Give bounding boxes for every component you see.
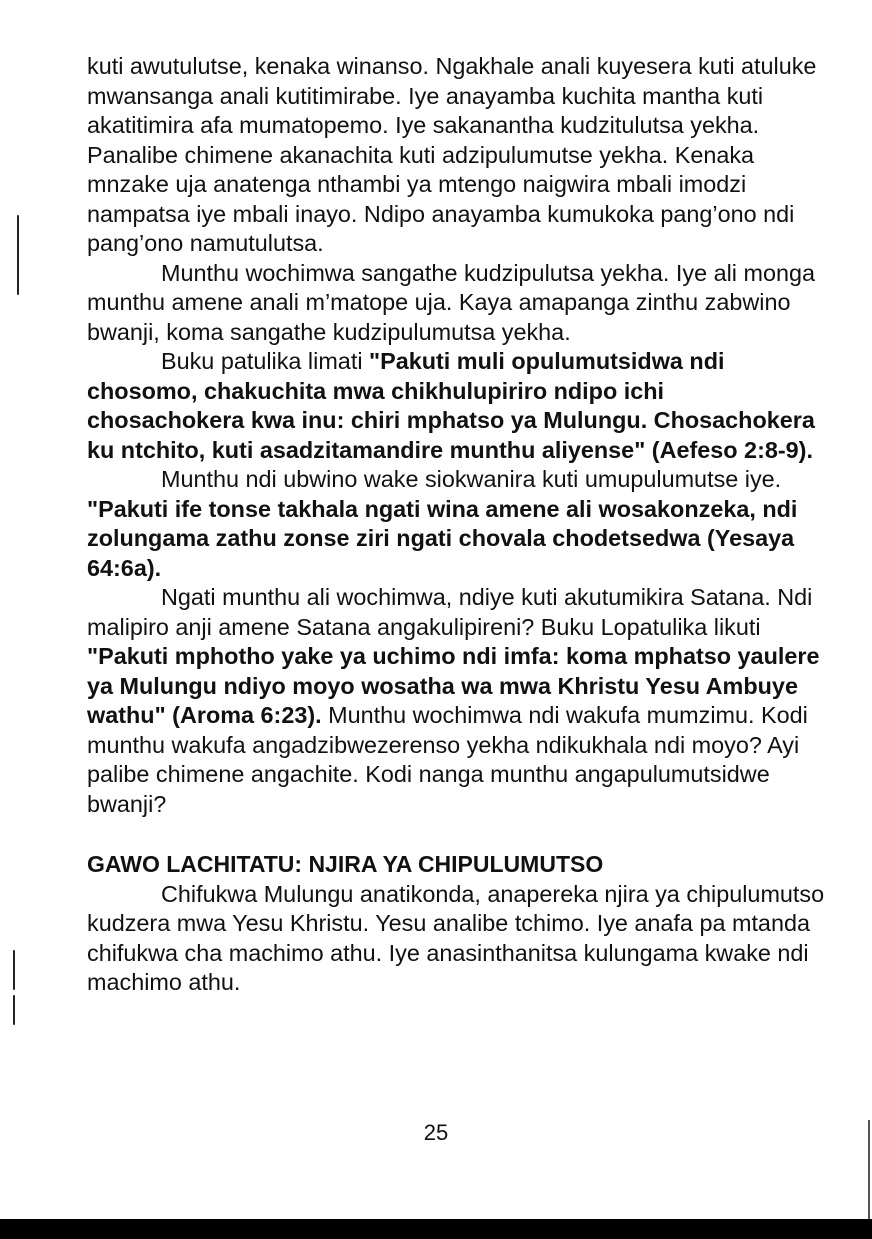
page-number: 25 bbox=[423, 1120, 449, 1145]
paragraph-5-outro: Munthu wochimwa ndi wakufa mumzimu. Kodi munthu wakufa angadzibwezerenso yekha ndikukhala ndi moyo? Ayi palibe chimene angachite. Kodi nanga munthu angapulumutsidwe bwanji? bbox=[87, 702, 808, 817]
paragraph-4-intro: Munthu ndi ubwino wake siokwanira kuti umupulumutse iye. bbox=[161, 466, 782, 492]
scan-edge-line bbox=[868, 1120, 870, 1220]
paragraph-1 bbox=[87, 52, 827, 259]
scripture-quote-yesaya: "Pakuti ife tonse takhala ngati wina amene ali wosakonzeka, ndi zolungama zathu zonse ziri ngati chovala chodetsedwa (Yesaya 64:6a). bbox=[87, 495, 798, 581]
section-heading: GAWO LACHITATU: NJIRA YA CHIPULUMUTSO bbox=[87, 851, 604, 877]
page-body bbox=[87, 52, 827, 998]
final-paragraph: Chifukwa Mulungu anatikonda, anapereka njira ya chipulumutso kudzera mwa Yesu Khristu. Yesu analibe tchimo. Iye anafa pa mtanda chifukwa cha machimo athu. Iye anasinthanitsa kulungama kwake ndi machimo athu. bbox=[87, 880, 825, 995]
margin-bracket-mark bbox=[13, 995, 15, 1025]
paragraph-5 bbox=[87, 583, 827, 819]
scripture-quote-aefeso: "Pakuti muli opulumutsidwa ndi chosomo, chakuchita mwa chikhulupiriro ndipo ichi chosachokera kwa inu: chiri mphatso ya Mulungu. Chosachokera ku ntchito, kuti asadzitamandire munthu aliyense" (Aefeso 2:8-9). bbox=[87, 348, 815, 463]
scan-bottom-bar bbox=[0, 1219, 872, 1239]
paragraph-2 bbox=[87, 259, 827, 348]
scripture-quote-aroma: "Pakuti mphotho yake ya uchimo ndi imfa: koma mphatso yaulere ya Mulungu ndiyo moyo wosatha wa mwa Khristu Yesu Ambuye wathu" (Aroma 6:23). bbox=[87, 643, 820, 728]
margin-bracket-mark bbox=[17, 215, 19, 295]
paragraph-2-text: Munthu wochimwa sangathe kudzipulutsa yekha. Iye ali monga munthu amene anali m’matope uja. Kaya amapanga zinthu zabwino bwanji, koma sangathe kudzipulumutsa yekha. bbox=[87, 259, 816, 345]
paragraph-3-intro: Buku patulika limati bbox=[161, 348, 370, 374]
margin-bracket-mark bbox=[13, 950, 15, 990]
paragraph-1-text: kuti awutulutse, kenaka winanso. Ngakhale anali kuyesera kuti atuluke mwansanga anali kutitimirabe. Iye anayamba kuchita mantha kuti akatitimira afa mumatopemo. Iye sakanantha kudzitulutsa yekha. Panalibe chimene akanachita kuti adzipulumutse yekha. Kenaka mnzake uja anatenga nthambi ya mtengo naigwira mbali imodzi nampatsa iye mbali inayo. Ndipo anayamba kumukoka pang’ono ndi pang’ono namutulutsa. bbox=[87, 53, 817, 256]
paragraph-4 bbox=[87, 465, 827, 583]
paragraph-3 bbox=[87, 347, 827, 465]
paragraph-5-intro: Ngati munthu ali wochimwa, ndiye kuti akutumikira Satana. Ndi malipiro anji amene Satana angakulipireni? Buku Lopatulika likuti bbox=[87, 584, 813, 640]
